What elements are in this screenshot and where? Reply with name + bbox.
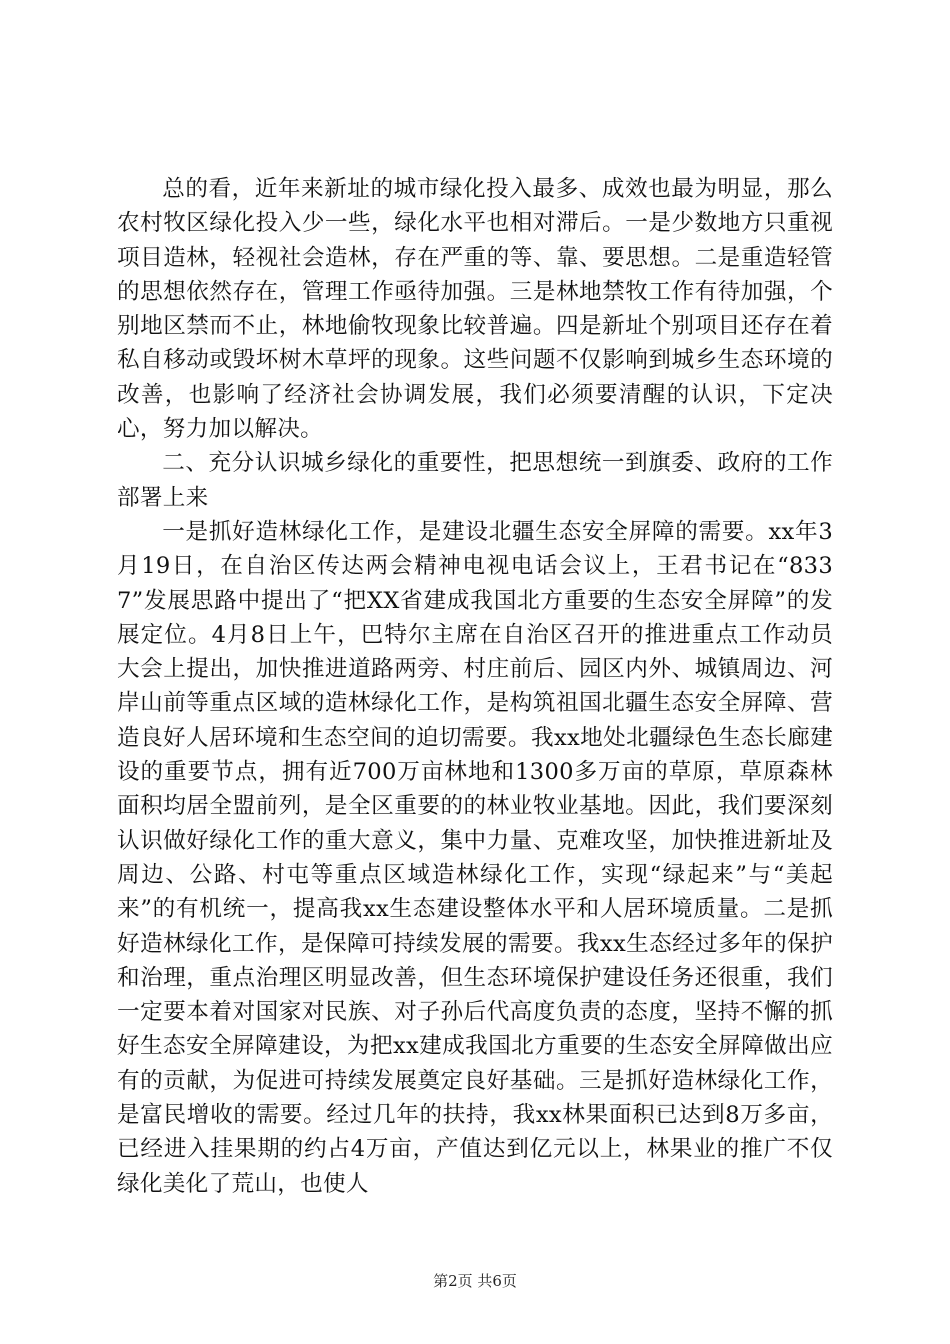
- paragraph-summary: 总的看，近年来新址的城市绿化投入最多、成效也最为明显，那么农村牧区绿化投入少一些，绿化水平也相对滞后。一是少数地方只重视项目造林，轻视社会造林，存在严重的等、靠、要思想。二是重造轻管的思想依然存在，管理工作亟待加强。三是林地禁牧工作有待加强，个别地区禁而不止，林地偷牧现象比较普遍。四是新址个别项目还存在着私自移动或毁坏树木草坪的现象。这些问题不仅影响到城乡生态环境的改善，也影响了经济社会协调发展，我们必须要清醒的认识，下定决心，努力加以解决。: [117, 176, 833, 443]
- page-footer: 第2页 共6页: [433, 1272, 517, 1290]
- paragraph-importance: 一是抓好造林绿化工作，是建设北疆生态安全屏障的需要。xx年3月19日，在自治区传达两会精神电视电话会议上，王君书记在“8337”发展思路中提出了“把XX省建成我国北方重要的生态安全屏障”的发展定位。4月8日上午，巴特尔主席在自治区召开的推进重点工作动员大会上提出，加快推进道路两旁、村庄前后、园区内外、城镇周边、河岸山前等重点区域的造林绿化工作，是构筑祖国北疆生态安全屏障、营造良好人居环境和生态空间的迫切需要。我xx地处北疆绿色生态长廊建设的重要节点，拥有近700万亩林地和1300多万亩的草原，草原森林面积均居全盟前列，是全区重要的的林业牧业基地。因此，我们要深刻认识做好绿化工作的重大意义，集中力量、克难攻坚，加快推进新址及周边、公路、村屯等重点区域造林绿化工作，实现“绿起来”与“美起来”的有机统一，提高我xx生态建设整体水平和人居环境质量。二是抓好造林绿化工作，是保障可持续发展的需要。我xx生态经过多年的保护和治理，重点治理区明显改善，但生态环境保护建设任务还很重，我们一定要本着对国家对民族、对子孙后代高度负责的态度，坚持不懈的抓好生态安全屏障建设，为把xx建成我国北方重要的生态安全屏障做出应有的贡献，为促进可持续发展奠定良好基础。三是抓好造林绿化工作，是富民增收的需要。经过几年的扶持，我xx林果面积已达到8万多亩，已经进入挂果期的约占4万亩，产值达到亿元以上，林果业的推广不仅绿化美化了荒山，也使人: [117, 518, 833, 1197]
- section-heading-2: 二、充分认识城乡绿化的重要性，把思想统一到旗委、政府的工作部署上来: [117, 450, 833, 511]
- document-body: [117, 172, 833, 1201]
